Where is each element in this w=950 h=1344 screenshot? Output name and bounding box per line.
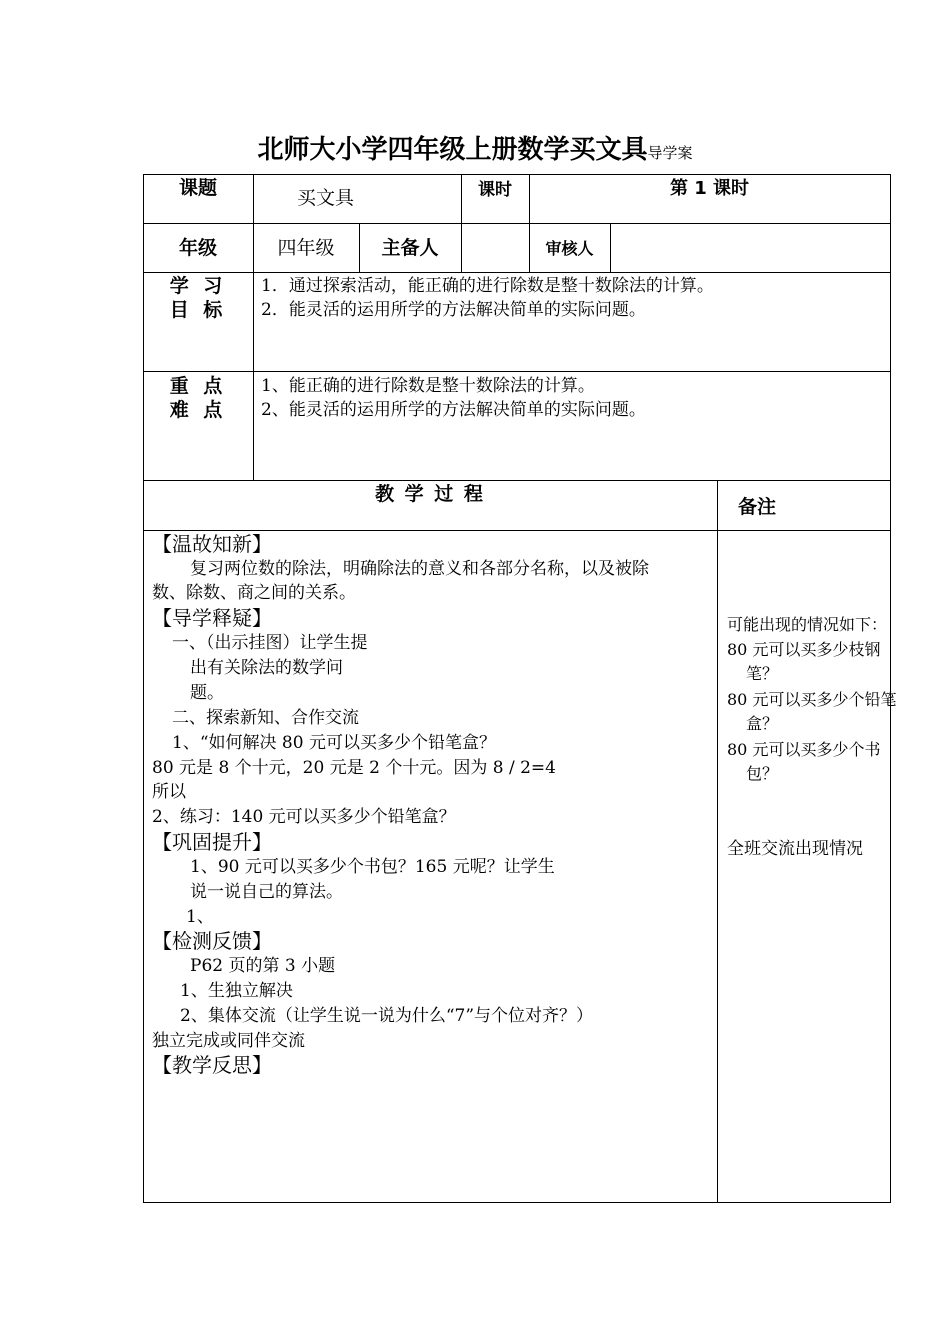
- process-line: 独立完成或同伴交流: [152, 1031, 305, 1051]
- section-heading-consolidate: 【巩固提升】: [152, 830, 272, 854]
- process-line: 数、除数、商之间的关系。: [152, 583, 356, 603]
- topic-value: 买文具: [297, 187, 355, 209]
- notes-header: 备注: [738, 496, 777, 518]
- section-heading-guide: 【导学释疑】: [152, 606, 272, 630]
- process-line: 2、集体交流（让学生说一说为什么“7”与个位对齐？）: [180, 1006, 594, 1026]
- table-border-col1: [253, 174, 254, 481]
- table-border-col-reviewer: [610, 223, 611, 273]
- table-border-row1: [143, 223, 891, 224]
- note-line: 盒？: [746, 714, 779, 733]
- note-line: 包？: [746, 764, 779, 783]
- keypoints-list: [261, 374, 646, 422]
- goals-label-line2: 目 标: [169, 299, 227, 321]
- table-border-bottom: [143, 1202, 891, 1203]
- process-line: 80 元是 8 个十元，20 元是 2 个十元。因为 8 / 2=4: [152, 758, 556, 778]
- section-heading-feedback: 【检测反馈】: [152, 929, 272, 953]
- topic-label: 课题: [178, 177, 217, 199]
- process-line: P62 页的第 3 小题: [190, 956, 336, 976]
- process-header: 教 学 过 程: [375, 483, 485, 505]
- note-line: 80 元可以买多少枝钢: [727, 640, 881, 659]
- note-line: 全班交流出现情况: [727, 839, 863, 859]
- goals-list: [261, 274, 714, 322]
- section-heading-review: 【温故知新】: [152, 532, 272, 556]
- period-label: 课时: [478, 180, 512, 200]
- process-line: 一、（出示挂图）让学生提: [172, 633, 368, 653]
- keypoint-item: 2、能灵活的运用所学的方法解决简单的实际问题。: [261, 400, 646, 420]
- table-border-top: [143, 174, 891, 175]
- process-line: 1、90 元可以买多少个书包？165 元呢？让学生: [190, 857, 555, 877]
- note-line: 80 元可以买多少个铅笔: [727, 690, 897, 709]
- table-border-row2: [143, 272, 891, 273]
- goals-label: [143, 274, 253, 322]
- grade-value: 四年级: [277, 237, 335, 259]
- document-title: [0, 133, 950, 170]
- process-line: 所以: [152, 782, 186, 802]
- preparer-label: 主备人: [381, 237, 439, 259]
- table-border-row5: [143, 530, 891, 531]
- title-suffix: 导学案: [647, 144, 693, 162]
- goal-item: 2．能灵活的运用所学的方法解决简单的实际问题。: [261, 300, 646, 320]
- goal-item: 1．通过探索活动，能正确的进行除数是整十数除法的计算。: [261, 276, 714, 296]
- reviewer-label: 审核人: [545, 239, 594, 258]
- period-value: 第 1 课时: [669, 178, 750, 199]
- note-line: 可能出现的情况如下：: [727, 615, 888, 634]
- table-border-row3: [143, 371, 891, 372]
- process-line: 1、: [186, 907, 214, 927]
- grade-label: 年级: [178, 237, 217, 259]
- keypoints-label-line2: 难 点: [169, 399, 227, 421]
- title-main: 北师大小学四年级上册数学买文具: [257, 135, 648, 165]
- keypoints-label: [143, 374, 253, 422]
- table-border-col-notes: [717, 480, 718, 1203]
- process-line: 复习两位数的除法，明确除法的意义和各部分名称，以及被除: [190, 559, 649, 579]
- process-line: 说一说自己的算法。: [190, 882, 343, 902]
- process-line: 出有关除法的数学问: [190, 658, 343, 678]
- process-line: 1、生独立解决: [180, 981, 293, 1001]
- section-heading-reflection: 【教学反思】: [152, 1053, 272, 1077]
- process-line: 二、探索新知、合作交流: [172, 708, 359, 728]
- process-line: 题。: [190, 683, 224, 703]
- keypoint-item: 1、能正确的进行除数是整十数除法的计算。: [261, 376, 595, 396]
- note-line: 笔？: [746, 664, 779, 683]
- process-line: 1、“如何解决 80 元可以买多少个铅笔盒？: [172, 733, 496, 753]
- process-line: 2、练习：140 元可以买多少个铅笔盒？: [152, 807, 456, 827]
- table-border-left: [143, 174, 144, 1203]
- keypoints-label-line1: 重 点: [169, 375, 227, 397]
- goals-label-line1: 学 习: [169, 275, 227, 297]
- note-line: 80 元可以买多少个书: [727, 740, 881, 759]
- table-border-row4: [143, 480, 891, 481]
